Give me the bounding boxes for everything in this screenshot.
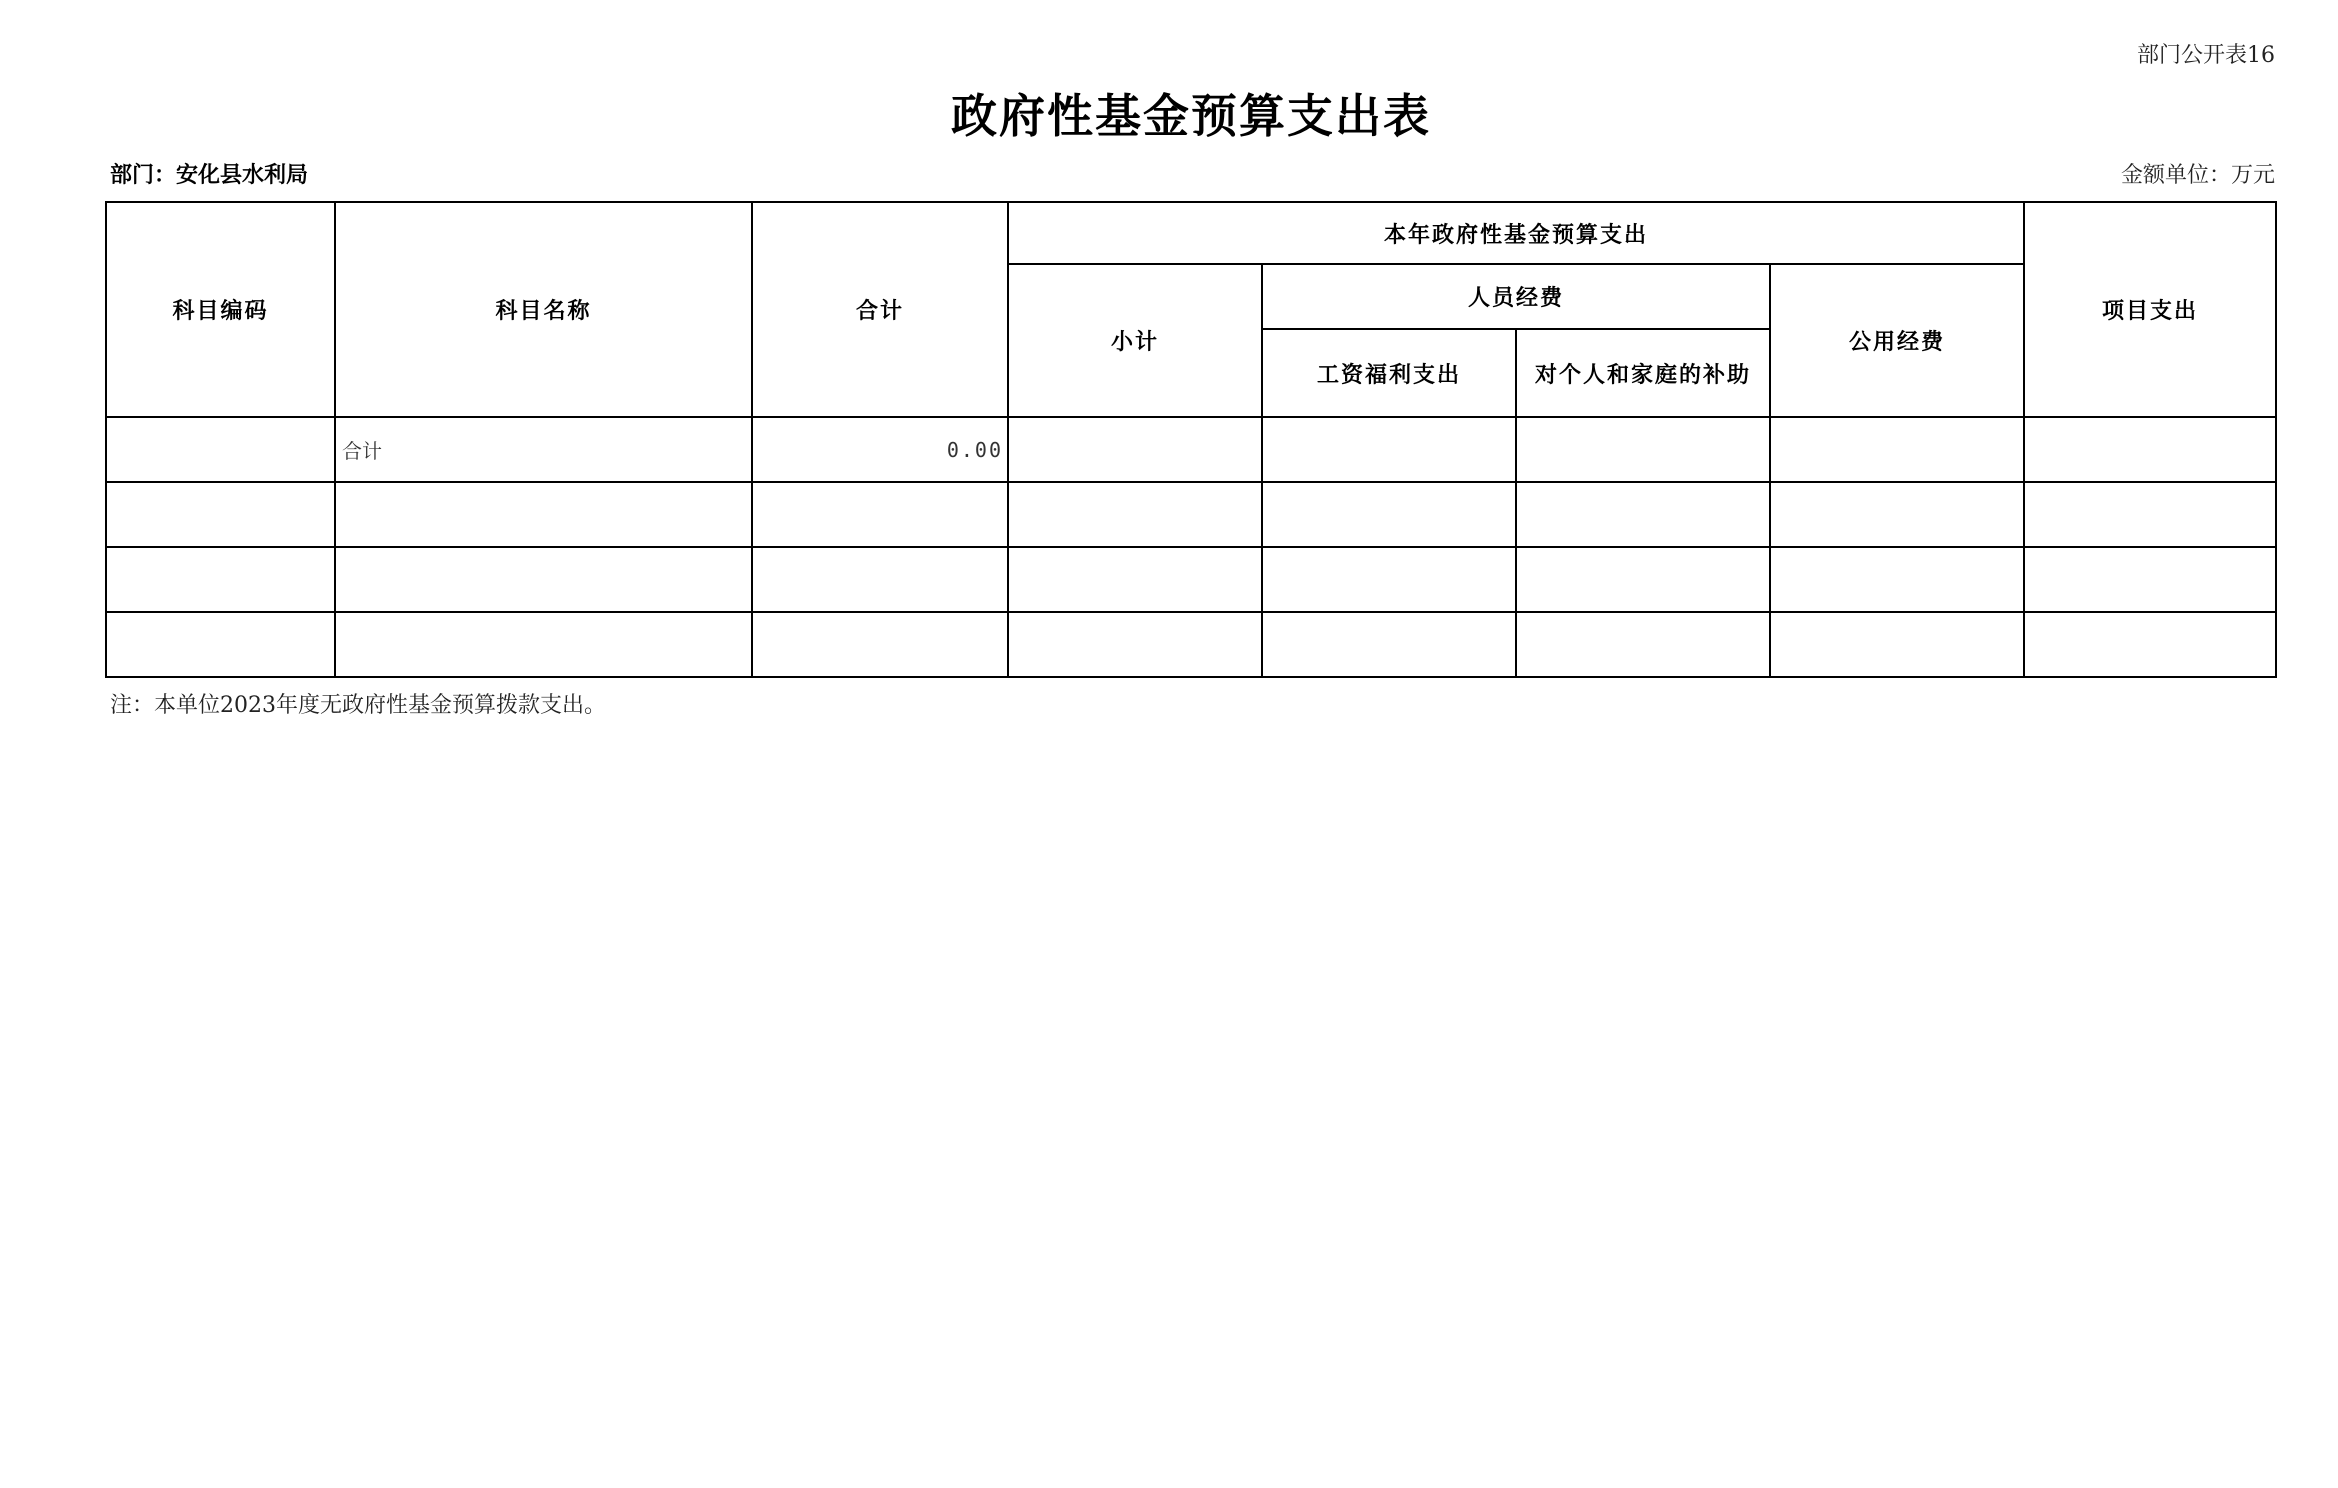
table-header-row-1: [106, 202, 2276, 264]
cell-salary: [1262, 612, 1516, 677]
header-subtotal: 小计: [1008, 264, 1262, 417]
cell-salary: [1262, 482, 1516, 547]
cell-subtotal: [1008, 417, 1262, 482]
header-salary-welfare: 工资福利支出: [1262, 329, 1516, 417]
department-label: 部门：安化县水利局: [110, 163, 309, 188]
cell-total: [752, 547, 1008, 612]
cell-public: [1770, 417, 2024, 482]
cell-name: [335, 612, 752, 677]
budget-expenditure-table: [105, 201, 2277, 678]
cell-subsidy: [1516, 482, 1770, 547]
cell-subtotal: [1008, 482, 1262, 547]
table-row: [106, 482, 2276, 547]
header-total: 合计: [752, 202, 1008, 417]
cell-total: [752, 482, 1008, 547]
cell-code: [106, 482, 335, 547]
cell-code: [106, 417, 335, 482]
cell-salary: [1262, 547, 1516, 612]
cell-subsidy: [1516, 547, 1770, 612]
table-row: [106, 417, 2276, 482]
cell-public: [1770, 482, 2024, 547]
cell-project: [2024, 612, 2276, 677]
header-subject-name: 科目名称: [335, 202, 752, 417]
header-public-expenses: 公用经费: [1770, 264, 2024, 417]
cell-name: [335, 547, 752, 612]
table-row: [106, 547, 2276, 612]
cell-code: [106, 612, 335, 677]
header-project-expenditure: 项目支出: [2024, 202, 2276, 417]
cell-salary: [1262, 417, 1516, 482]
header-current-year-group: 本年政府性基金预算支出: [1008, 202, 2024, 264]
cell-total: [752, 612, 1008, 677]
cell-name: 合计: [335, 417, 752, 482]
amount-unit-label: 金额单位：万元: [2120, 163, 2275, 188]
header-household-subsidy: 对个人和家庭的补助: [1516, 329, 1770, 417]
document-code: 部门公开表16: [2137, 43, 2275, 68]
cell-project: [2024, 547, 2276, 612]
cell-subtotal: [1008, 547, 1262, 612]
header-personnel-group: 人员经费: [1262, 264, 1770, 329]
cell-subtotal: [1008, 612, 1262, 677]
footnote: 注：本单位2023年度无政府性基金预算拨款支出。: [110, 693, 606, 718]
cell-subsidy: [1516, 612, 1770, 677]
cell-total: 0.00: [752, 417, 1008, 482]
page-title: 政府性基金预算支出表: [951, 89, 1431, 143]
cell-project: [2024, 417, 2276, 482]
table-row: [106, 612, 2276, 677]
cell-project: [2024, 482, 2276, 547]
cell-public: [1770, 612, 2024, 677]
cell-code: [106, 547, 335, 612]
cell-name: [335, 482, 752, 547]
header-subject-code: 科目编码: [106, 202, 335, 417]
cell-public: [1770, 547, 2024, 612]
cell-subsidy: [1516, 417, 1770, 482]
